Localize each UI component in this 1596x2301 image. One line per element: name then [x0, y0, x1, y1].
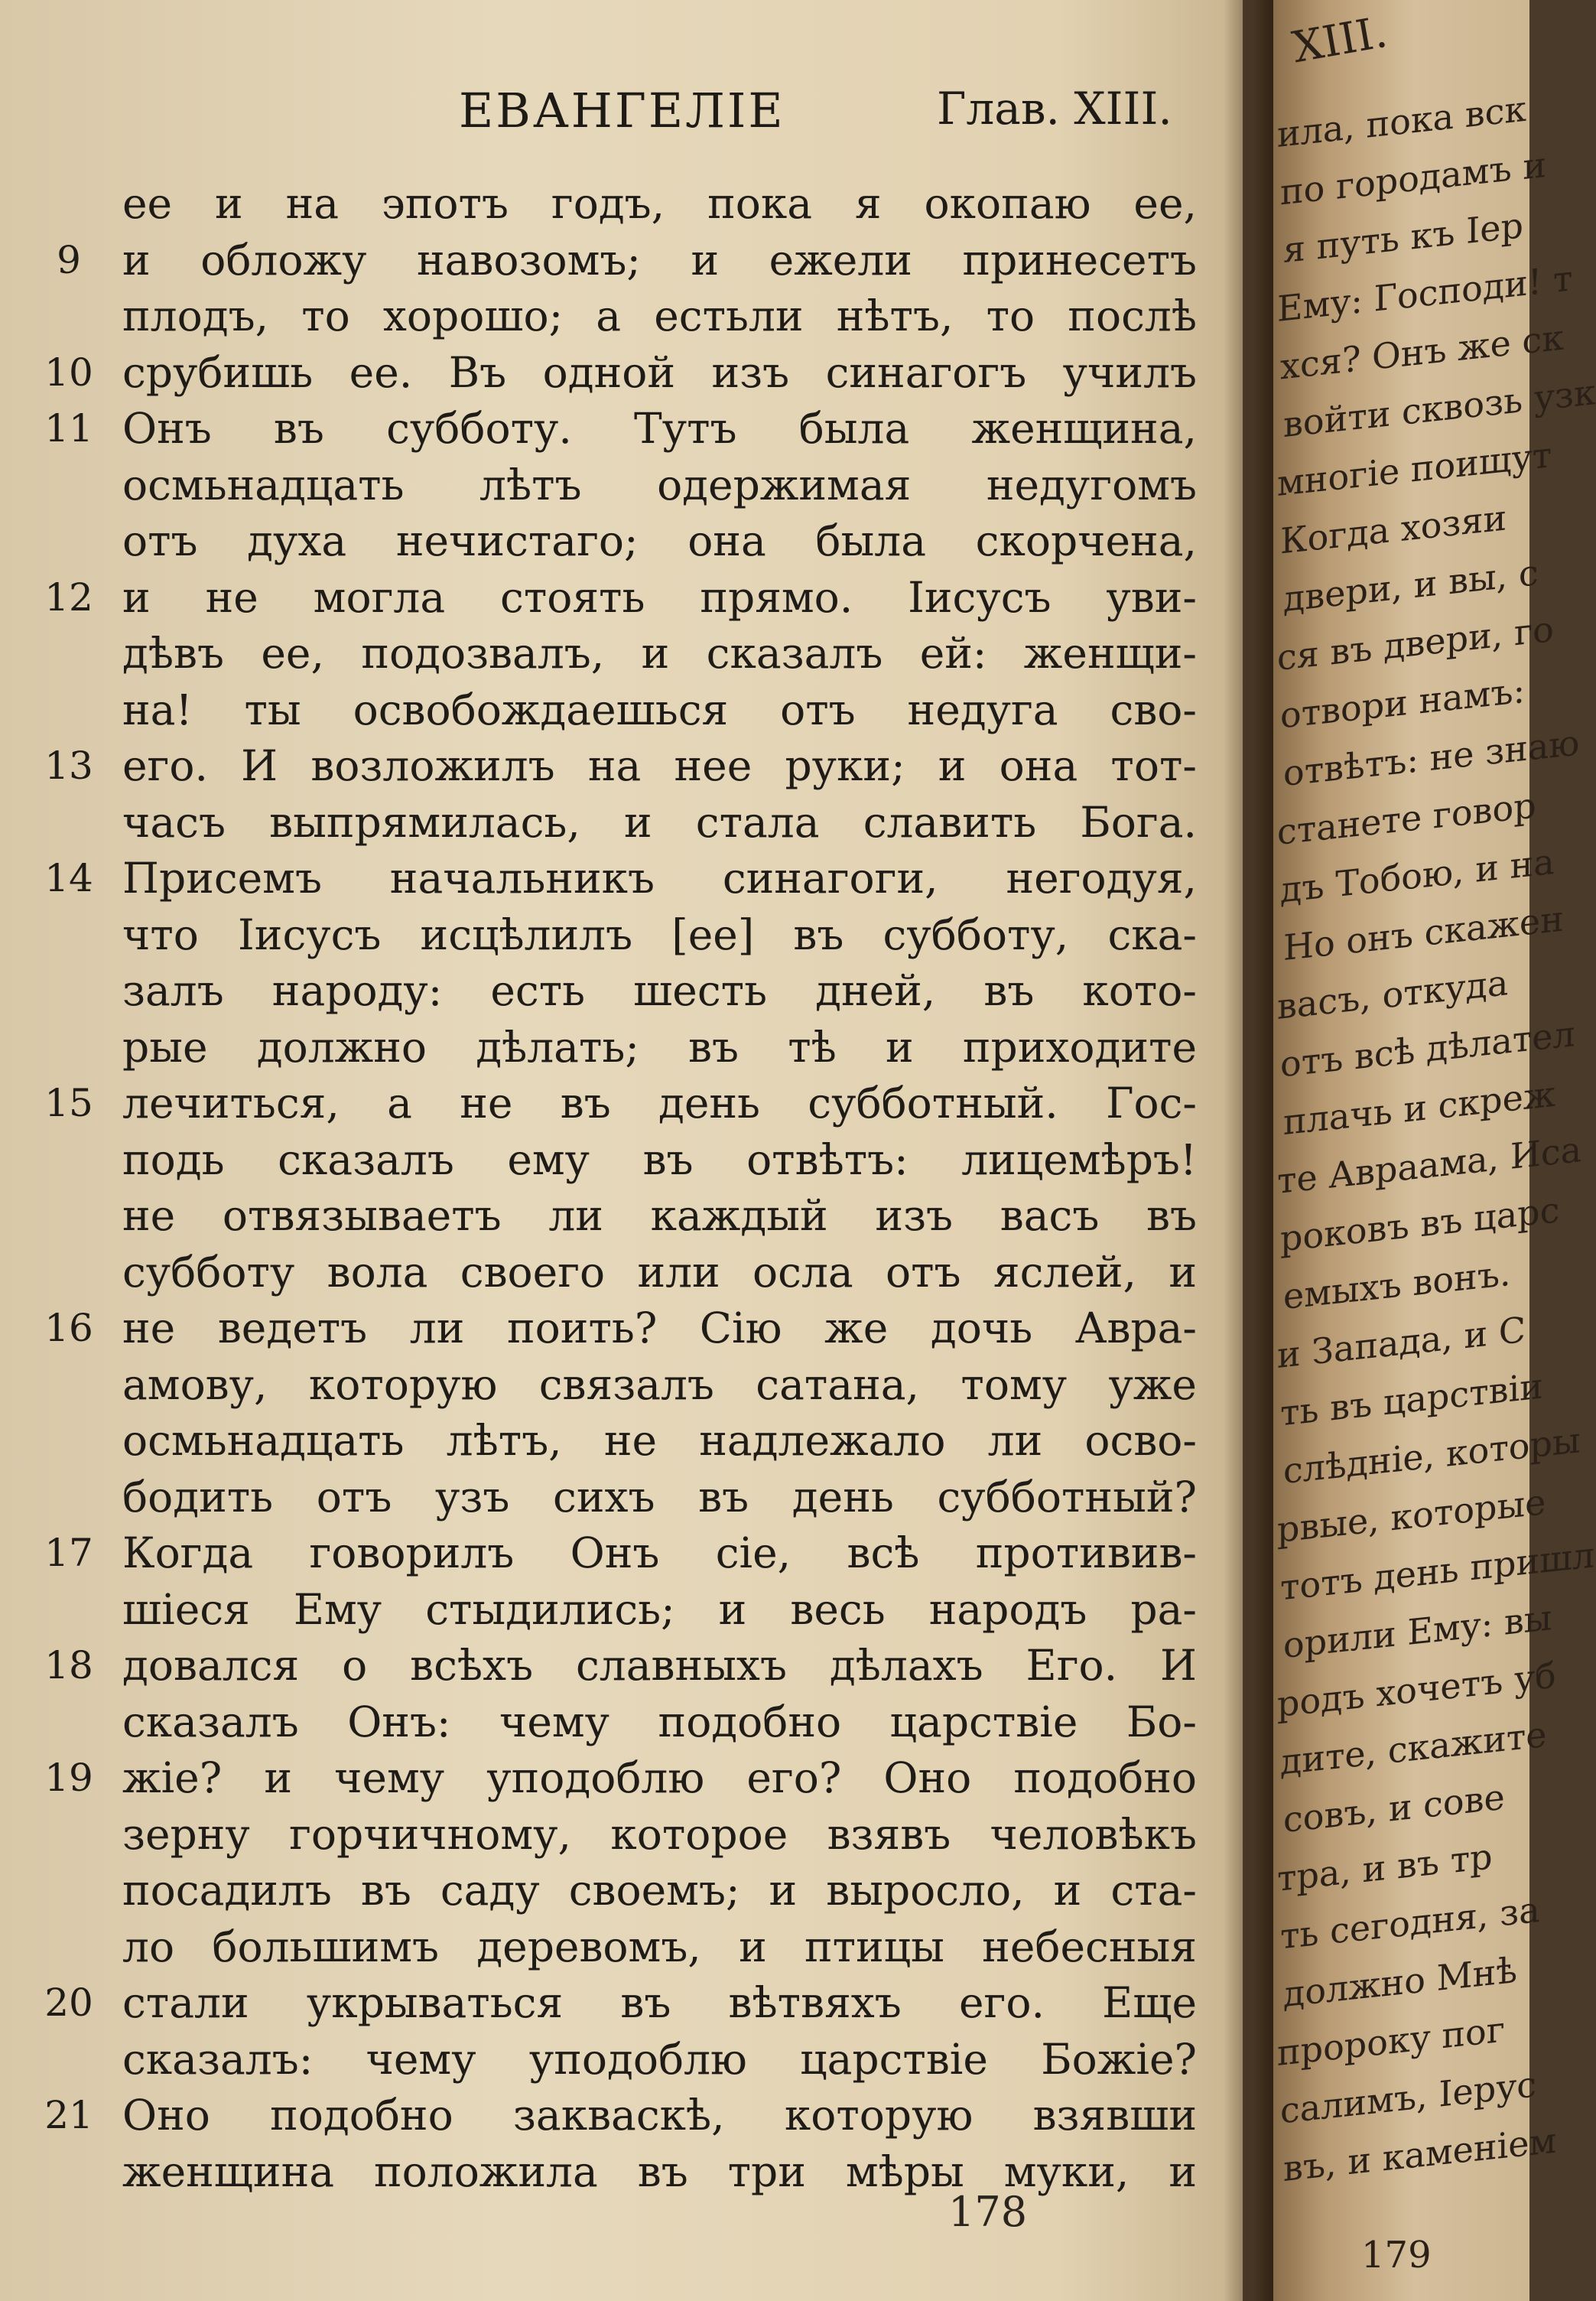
right-page-number: 179	[1361, 2234, 1432, 2277]
right-text-line: родъ хочетъ уб	[1277, 1654, 1556, 1725]
line-text: ло большимъ деревомъ, и птицы небесныя	[122, 1922, 1197, 1971]
right-chapter-label: XIII.	[1289, 7, 1391, 73]
verse-number: 11	[44, 406, 93, 451]
text-line	[0, 963, 1224, 1020]
right-text-line: ся въ двери, го	[1277, 607, 1554, 679]
right-text-line: ила, пока вск	[1277, 87, 1527, 155]
right-text-line: станете говор	[1277, 784, 1536, 853]
line-text: осмьнадцать лѣтъ, не надлежало ли осво-	[122, 1416, 1197, 1465]
text-line	[0, 1132, 1224, 1189]
line-text: амову, которую связалъ сатана, тому уже	[122, 1359, 1197, 1409]
page-header	[0, 83, 1208, 151]
right-text-line: плачь и скреж	[1283, 1072, 1556, 1144]
right-text-line: слѣдніе, которы	[1283, 1419, 1581, 1492]
line-text: не ведетъ ли поить? Сію же дочь Авра-	[122, 1303, 1197, 1352]
right-text-line: Ему: Господи! т	[1277, 257, 1573, 330]
right-text-line: и Запада, и С	[1277, 1308, 1526, 1376]
line-text: шіеся Ему стыдились; и весь народъ ра-	[122, 1584, 1197, 1634]
line-text: рые должно дѣлать; въ тѣ и приходите	[122, 1022, 1197, 1072]
line-text: бодить отъ узъ сихъ въ день субботный?	[122, 1472, 1197, 1522]
right-text-line: должно Мнѣ	[1283, 1948, 1518, 2016]
right-text-line: отвѣтъ: не знаю	[1283, 721, 1580, 795]
right-text-line: емыхъ вонъ.	[1283, 1251, 1511, 1318]
line-text: его. И возложилъ на нее руки; и она тот-	[122, 741, 1197, 790]
text-line	[0, 1413, 1224, 1469]
text-line	[0, 1188, 1224, 1245]
right-text-line: по городамъ и	[1280, 143, 1546, 213]
text-line	[0, 233, 1224, 289]
text-line	[0, 1582, 1224, 1639]
verse-number: 20	[44, 1980, 93, 2025]
text-line	[0, 513, 1224, 570]
text-line	[0, 401, 1224, 457]
text-line	[0, 1469, 1224, 1526]
line-text: Когда говорилъ Онъ сіе, всѣ противив-	[122, 1528, 1197, 1577]
right-text-line: те Авраама, Иса	[1277, 1128, 1582, 1202]
line-text: залъ народу: есть шесть дней, въ кото-	[122, 966, 1197, 1015]
page-number: 178	[948, 2188, 1028, 2236]
right-text-line: пророку пог	[1277, 2008, 1505, 2074]
verse-number: 18	[44, 1643, 93, 1688]
line-text: часъ выпрямилась, и стала славить Бога.	[122, 797, 1197, 847]
right-text-line: дите, скажите	[1280, 1713, 1547, 1783]
line-text: не отвязываетъ ли каждый изъ васъ въ	[122, 1191, 1197, 1240]
line-text: сказалъ Онъ: чему подобно царствіе Бо-	[122, 1697, 1197, 1746]
text-line	[0, 2032, 1224, 2088]
verse-number: 19	[44, 1756, 93, 1800]
text-line	[0, 1076, 1224, 1132]
right-text-line: васъ, откуда	[1277, 962, 1509, 1027]
text-line	[0, 2088, 1224, 2144]
right-text-line: орили Ему: вы	[1283, 1596, 1552, 1667]
verse-number: 13	[44, 744, 93, 788]
text-line	[0, 1694, 1224, 1751]
line-text: и обложу навозомъ; и ежели принесетъ	[122, 235, 1197, 285]
verse-number: 17	[44, 1531, 93, 1575]
text-line	[0, 626, 1224, 682]
text-line	[0, 176, 1224, 233]
line-text: что Іисусъ исцѣлилъ [ее] въ субботу, ска-	[122, 910, 1197, 959]
right-text-line: салимъ, Іерус	[1280, 2063, 1537, 2132]
right-text-line: роковъ въ царс	[1280, 1189, 1560, 1260]
line-text: довался о всѣхъ славныхъ дѣлахъ Его. И	[122, 1641, 1197, 1690]
text-line	[0, 1919, 1224, 1976]
line-text: зерну горчичному, которое взявъ человѣкъ	[122, 1809, 1197, 1859]
line-text: срубишь ее. Въ одной изъ синагогъ училъ	[122, 347, 1197, 397]
verse-number: 21	[44, 2093, 93, 2137]
text-line	[0, 1863, 1224, 1919]
right-text-line: рвые, которые	[1277, 1481, 1546, 1551]
running-title: ЕВАНГЕЛІЕ	[459, 83, 785, 138]
line-text: Оно подобно закваскѣ, которую взявши	[122, 2091, 1197, 2140]
line-text: ее и на эпотъ годъ, пока я окопаю ее,	[122, 179, 1197, 228]
line-text: сказалъ: чему уподоблю царствіе Божіе?	[122, 2034, 1197, 2084]
text-line	[0, 682, 1224, 739]
right-page-body	[1269, 0, 1596, 2301]
line-text: лечиться, а не въ день субботный. Гос-	[122, 1079, 1197, 1128]
right-text-line: тра, и въ тр	[1277, 1835, 1493, 1899]
text-line	[0, 457, 1224, 514]
line-text: подь сказалъ ему въ отвѣтъ: лицемѣръ!	[122, 1134, 1197, 1184]
right-text-line: тотъ день пришл	[1280, 1534, 1595, 1609]
text-line	[0, 1525, 1224, 1582]
right-text-line: Но онъ скажен	[1283, 897, 1564, 969]
text-line	[0, 1975, 1224, 2032]
text-line	[0, 851, 1224, 907]
line-text: осмьнадцать лѣтъ одержимая недугомъ	[122, 460, 1197, 509]
right-text-line: хся? Онъ же ск	[1280, 316, 1564, 388]
right-text-line: ть сегодня, за	[1280, 1888, 1540, 1958]
line-text: на! ты освобождаешься отъ недуга сво-	[122, 685, 1197, 734]
line-text: Онъ въ субботу. Тутъ была женщина,	[122, 404, 1197, 453]
right-text-line: Когда хозяи	[1280, 496, 1507, 562]
text-line	[0, 907, 1224, 964]
right-text-line: ть въ царствіи	[1280, 1365, 1543, 1434]
right-text-line: многіе поищут	[1277, 434, 1552, 504]
verse-number: 15	[44, 1081, 93, 1125]
right-text-line: я путь къ Іер	[1283, 204, 1523, 272]
text-line	[0, 1638, 1224, 1694]
verse-number: 16	[44, 1306, 93, 1350]
line-text: жіе? и чему уподоблю его? Оно подобно	[122, 1753, 1197, 1802]
line-text: Присемъ начальникъ синагоги, негодуя,	[122, 854, 1197, 903]
text-line	[0, 570, 1224, 627]
right-text-line: дъ Тобою, и на	[1280, 840, 1555, 911]
line-text: и не могла стоять прямо. Іисусъ уви-	[122, 572, 1197, 622]
text-line	[0, 288, 1224, 345]
right-text-line: въ, и каменіем	[1283, 2119, 1557, 2190]
text-line	[0, 1750, 1224, 1807]
text-line	[0, 1020, 1224, 1076]
line-text: стали укрываться въ вѣтвяхъ его. Еще	[122, 1978, 1197, 2027]
line-text: отъ духа нечистаго; она была скорчена,	[122, 516, 1197, 565]
text-line	[0, 1807, 1224, 1863]
right-text-line: войти сквозь узк	[1283, 371, 1596, 446]
verse-number: 10	[44, 350, 93, 395]
verse-number: 14	[44, 856, 93, 900]
line-text: дѣвъ ее, подозвалъ, и сказалъ ей: женщи-	[122, 629, 1197, 678]
text-line	[0, 1245, 1224, 1301]
right-text-line: отвори намъ:	[1280, 669, 1526, 737]
page-body	[0, 176, 1224, 2200]
right-text-line: совъ, и сове	[1283, 1775, 1505, 1841]
text-line	[0, 1357, 1224, 1414]
line-text: плодъ, то хорошо; а естьли нѣтъ, то послѣ	[122, 291, 1197, 340]
text-line	[0, 1300, 1224, 1357]
line-text: субботу вола своего или осла отъ яслей, и	[122, 1247, 1197, 1297]
text-line	[0, 2144, 1224, 2201]
text-line	[0, 738, 1224, 795]
text-line	[0, 345, 1224, 402]
chapter-label: Глав. XIII.	[937, 83, 1172, 135]
verse-number: 12	[44, 574, 93, 620]
right-text-line: отъ всѣ дѣлател	[1280, 1012, 1575, 1085]
right-text-line: двери, и вы, с	[1283, 552, 1539, 620]
line-text: посадилъ въ саду своемъ; и выросло, и ста-	[122, 1866, 1197, 1915]
verse-number: 9	[57, 237, 81, 282]
text-line	[0, 795, 1224, 851]
line-text: женщина положила въ три мѣры муки, и	[122, 2146, 1197, 2196]
